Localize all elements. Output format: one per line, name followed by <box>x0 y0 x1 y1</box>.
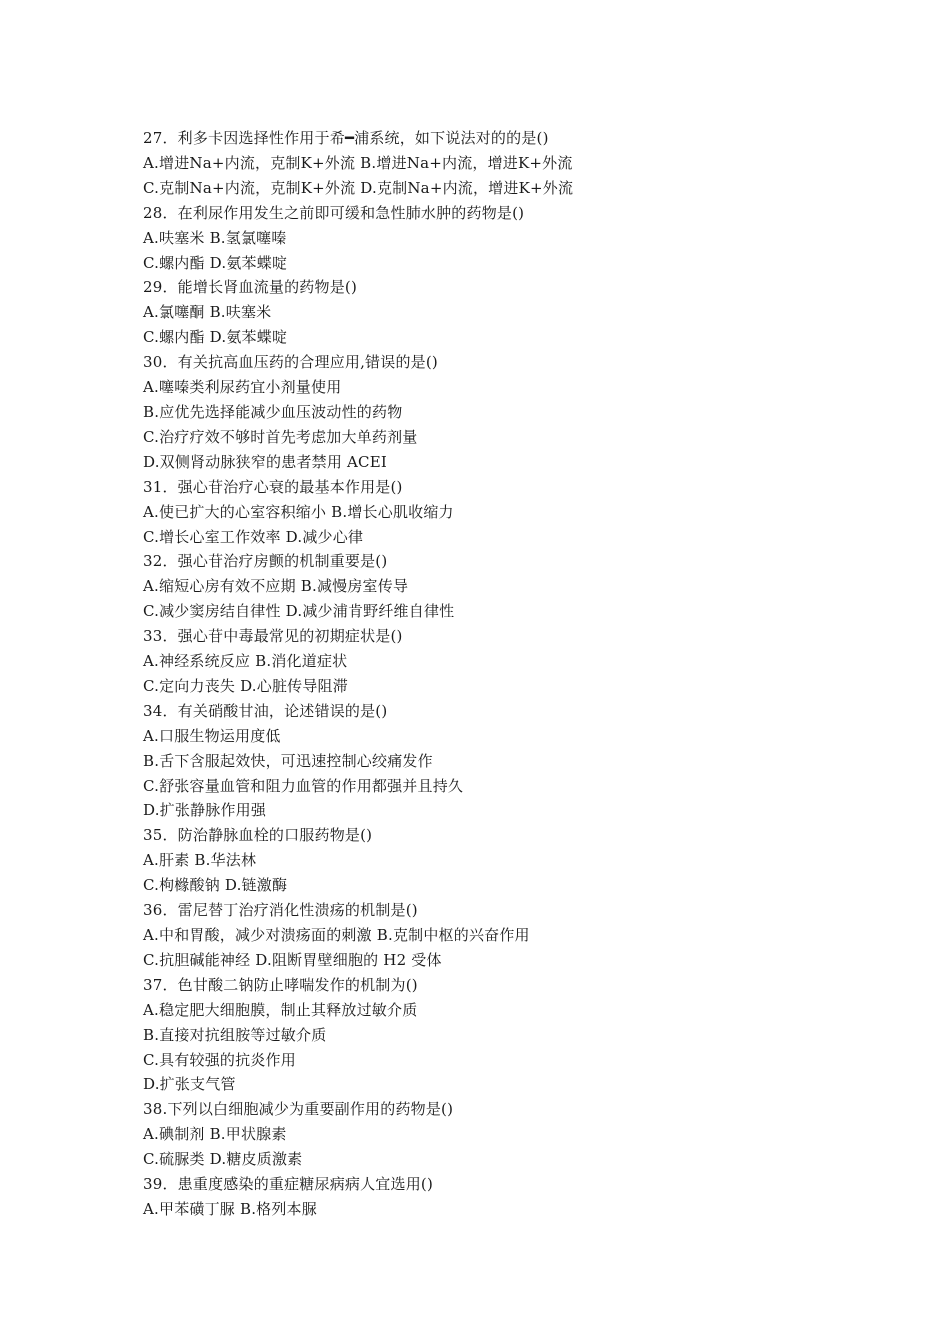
q27-options-cd: C.克制Na+内流，克制K+外流 D.克制Na+内流，增进K+外流 <box>143 178 574 197</box>
question-38: 38.下列以白细胞减少为重要副作用的药物是() <box>143 1100 454 1119</box>
question-28: 28．在利尿作用发生之前即可缓和急性肺水肿的药物是() <box>143 203 525 222</box>
question-30: 30．有关抗高血压药的合理应用,错误的是() <box>143 353 438 372</box>
question-31: 31．强心苷治疗心衰的最基本作用是() <box>143 477 403 496</box>
q34-option-d: D.扩张静脉作用强 <box>143 801 267 820</box>
q31-options-cd: C.增长心室工作效率 D.减少心律 <box>143 527 364 546</box>
question-32: 32．强心苷治疗房颤的机制重要是() <box>143 552 388 571</box>
question-39: 39．患重度感染的重症糖尿病病人宜选用() <box>143 1175 433 1194</box>
q28-options-cd: C.螺内酯 D.氨苯蝶啶 <box>143 253 288 272</box>
q30-option-b: B.应优先选择能减少血压波动性的药物 <box>143 402 403 421</box>
q32-options-ab: A.缩短心房有效不应期 B.减慢房室传导 <box>143 577 409 596</box>
q33-options-cd: C.定向力丧失 D.心脏传导阻滞 <box>143 676 348 695</box>
question-36: 36．雷尼替丁治疗消化性溃疡的机制是() <box>143 901 418 920</box>
q27-options-ab: A.增进Na+内流，克制K+外流 B.增进Na+内流，增进K+外流 <box>143 153 573 172</box>
question-27: 27．利多卡因选择性作用于希━浦系统，如下说法对的的是() <box>143 129 549 147</box>
q38-options-ab: A.碘制剂 B.甲状腺素 <box>143 1125 287 1144</box>
q30-option-a: A.噻嗪类利尿药宜小剂量使用 <box>143 378 342 397</box>
q31-options-ab: A.使已扩大的心室容积缩小 B.增长心肌收缩力 <box>143 502 454 521</box>
q38-options-cd: C.硫脲类 D.糖皮质激素 <box>143 1150 303 1169</box>
q36-options-ab: A.中和胃酸，减少对溃疡面的刺激 B.克制中枢的兴奋作用 <box>143 926 530 944</box>
q37-option-d: D.扩张支气管 <box>143 1075 236 1094</box>
question-33: 33．强心苷中毒最常见的初期症状是() <box>143 627 403 646</box>
q35-options-ab: A.肝素 B.华法林 <box>143 851 257 870</box>
q37-option-c: C.具有较强的抗炎作用 <box>143 1050 296 1069</box>
q36-options-cd: C.抗胆碱能神经 D.阻断胃壁细胞的 H2 受体 <box>143 950 442 969</box>
q30-option-d: D.双侧肾动脉狭窄的患者禁用 ACEI <box>143 452 388 471</box>
q35-options-cd: C.枸橼酸钠 D.链激酶 <box>143 876 288 895</box>
q28-options-ab: A.呋塞米 B.氢氯噻嗪 <box>143 228 287 247</box>
q32-options-cd: C.减少窦房结自律性 D.减少浦肯野纤维自律性 <box>143 602 455 621</box>
q30-option-c: C.治疗疗效不够时首先考虑加大单药剂量 <box>143 427 418 446</box>
q37-option-b: B.直接对抗组胺等过敏介质 <box>143 1025 327 1044</box>
q39-options-ab: A.甲苯磺丁脲 B.格列本脲 <box>143 1199 317 1218</box>
q34-option-b: B.舌下含服起效快，可迅速控制心绞痛发作 <box>143 751 433 770</box>
question-29: 29．能增长肾血流量的药物是() <box>143 278 357 297</box>
q29-options-ab: A.氯噻酮 B.呋塞米 <box>143 303 272 322</box>
q37-option-a: A.稳定肥大细胞膜，制止其释放过敏介质 <box>143 1000 418 1019</box>
q34-option-c: C.舒张容量血管和阻力血管的作用都强并且持久 <box>143 776 464 795</box>
question-34: 34．有关硝酸甘油，论述错误的是() <box>143 701 388 720</box>
question-37: 37．色甘酸二钠防止哮喘发作的机制为() <box>143 975 418 994</box>
document-body <box>143 126 843 1222</box>
q33-options-ab: A.神经系统反应 B.消化道症状 <box>143 652 348 671</box>
question-35: 35．防治静脉血栓的口服药物是() <box>143 826 373 845</box>
q34-option-a: A.口服生物运用度低 <box>143 726 281 745</box>
q29-options-cd: C.螺内酯 D.氨苯蝶啶 <box>143 328 288 347</box>
